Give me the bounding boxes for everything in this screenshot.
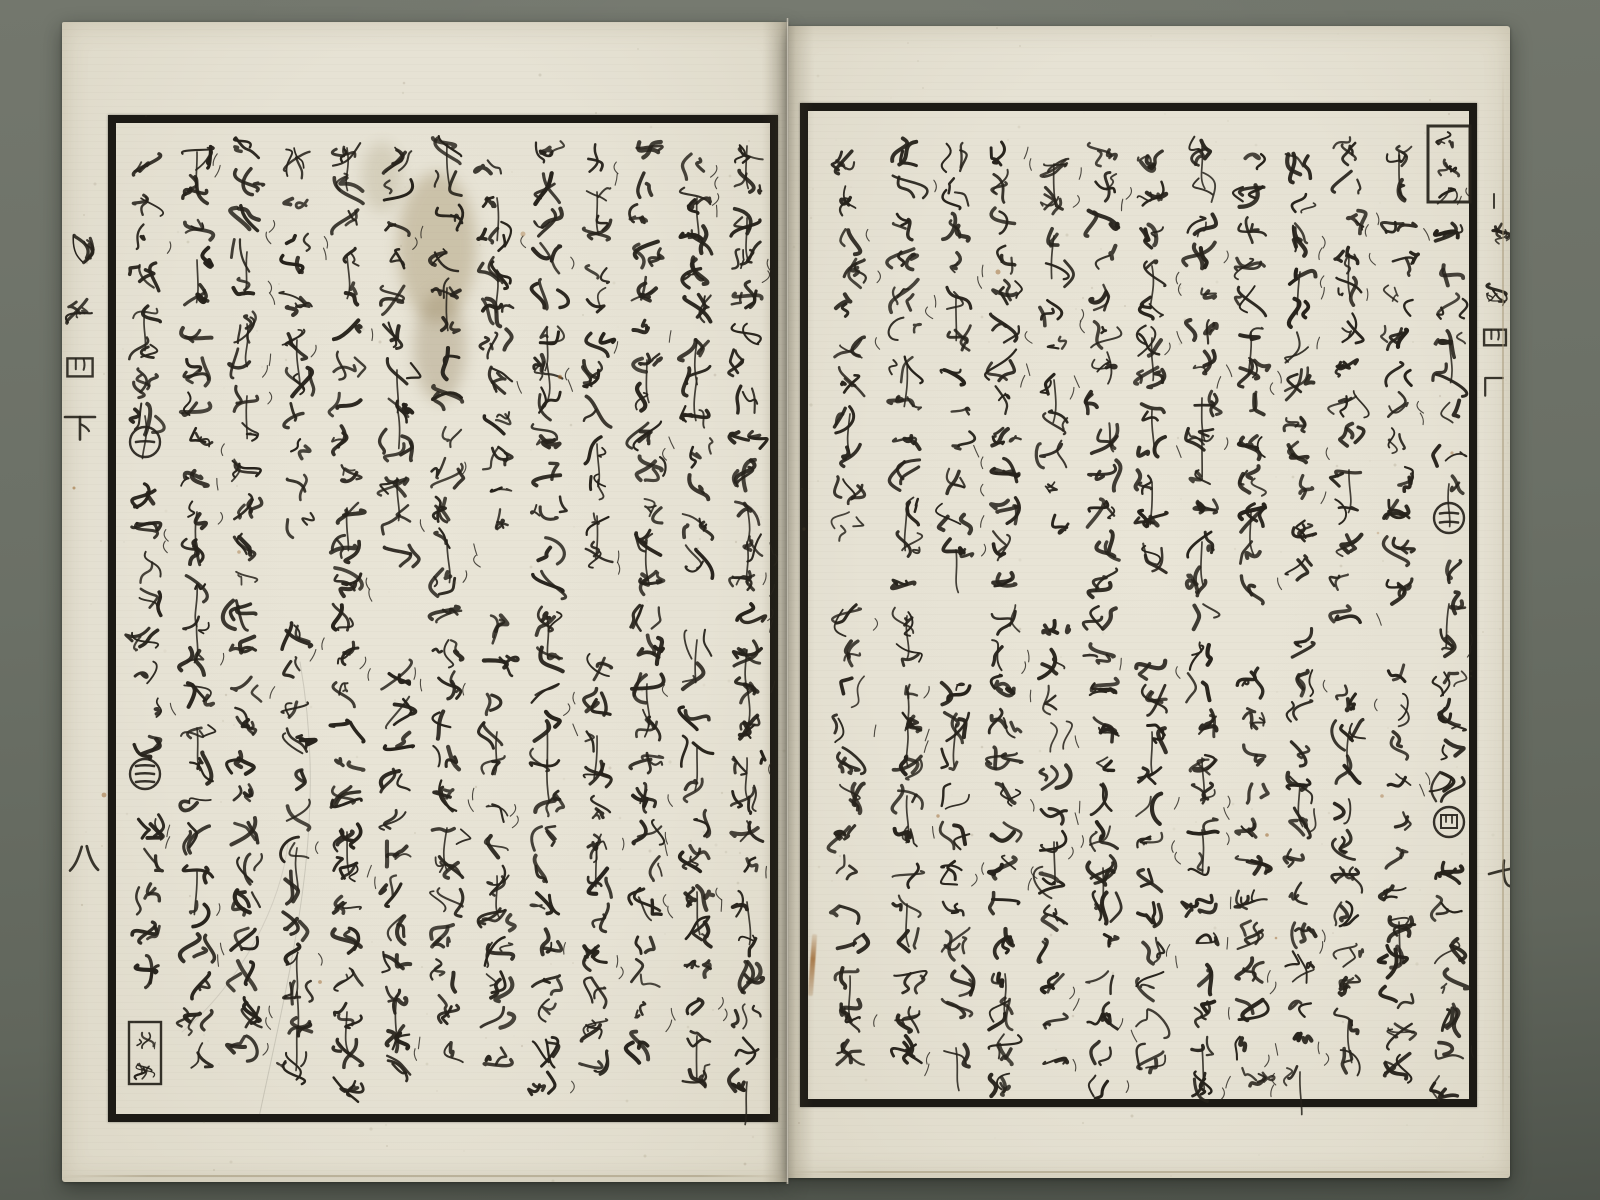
text-column	[1083, 143, 1137, 1098]
right-page-edge-line-side	[1502, 61, 1504, 1144]
text-column	[126, 154, 176, 1084]
text-column	[1135, 151, 1182, 1072]
right-page-edge-line	[788, 1171, 1510, 1173]
text-column	[936, 143, 986, 1091]
text-column	[1233, 154, 1282, 1096]
left-page	[62, 22, 788, 1182]
text-column	[429, 136, 480, 1062]
text-column	[1034, 159, 1085, 1071]
left-margin-title	[65, 235, 95, 439]
book-gutter-fold	[786, 18, 789, 1184]
left-folio-number	[70, 846, 98, 870]
left-page-calligraphy	[62, 22, 788, 1182]
text-column	[985, 142, 1037, 1096]
text-column	[1182, 137, 1232, 1102]
text-column	[1328, 137, 1381, 1075]
text-column	[277, 148, 328, 1084]
text-column	[828, 151, 880, 1064]
text-column	[1428, 126, 1473, 1101]
right-page	[788, 26, 1510, 1178]
right-folio-number	[1489, 861, 1510, 888]
text-column	[580, 144, 624, 1074]
text-column	[475, 160, 526, 1065]
right-page-calligraphy	[788, 26, 1510, 1178]
text-column	[887, 138, 936, 1075]
text-column	[177, 146, 224, 1068]
text-column	[679, 154, 727, 1087]
paper-specks	[66, 48, 788, 1182]
text-column	[1379, 146, 1430, 1082]
right-margin-title	[1484, 194, 1510, 396]
text-column	[378, 148, 424, 1081]
text-column	[529, 141, 578, 1094]
left-page-edge-line	[62, 1175, 788, 1177]
text-columns	[126, 136, 778, 1124]
text-column	[1284, 154, 1329, 1115]
text-columns	[828, 126, 1473, 1115]
text-column	[223, 138, 275, 1061]
text-column	[626, 142, 675, 1063]
text-column	[329, 143, 376, 1102]
right-gutter-shadow	[788, 26, 814, 1178]
left-gutter-shadow	[762, 22, 788, 1182]
